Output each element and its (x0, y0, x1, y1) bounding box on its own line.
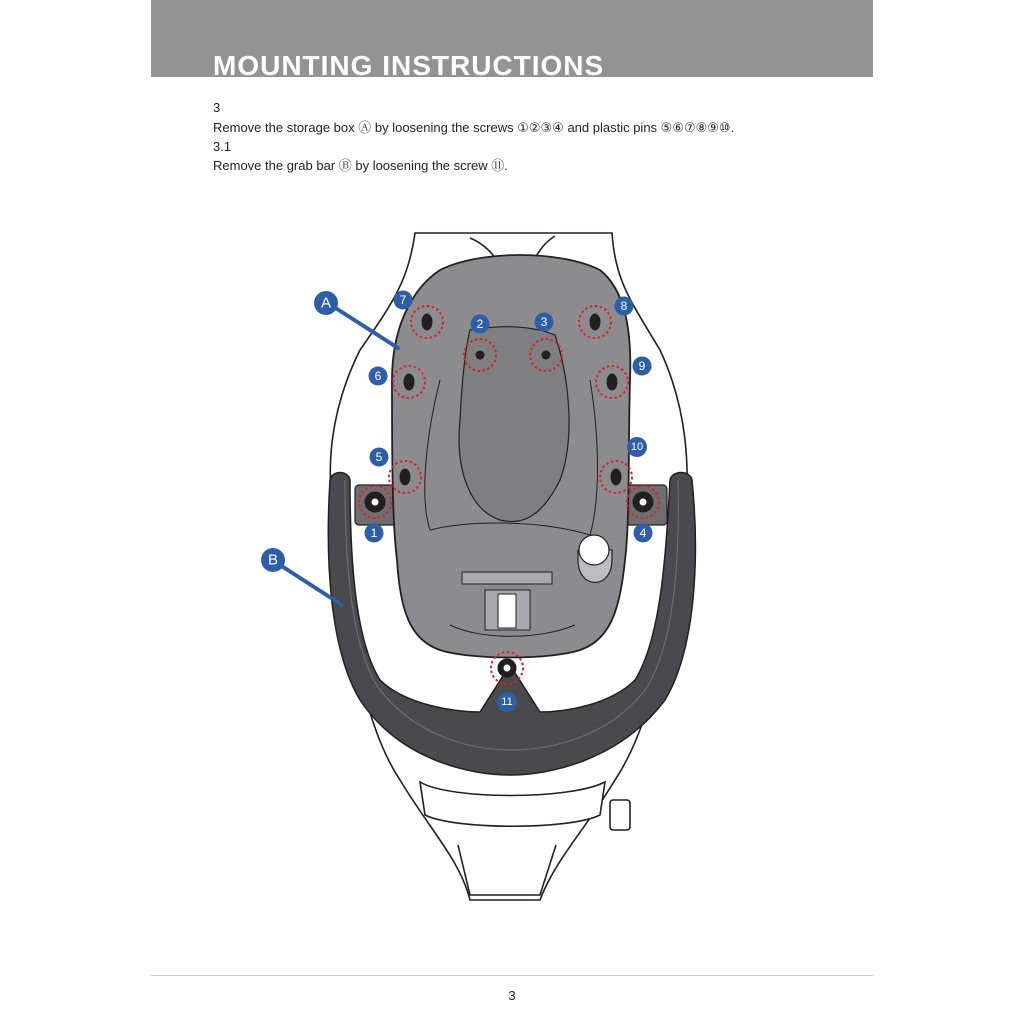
callout-3-text: 3 (540, 315, 548, 329)
mounting-diagram (200, 200, 860, 940)
step-number-3-1: 3.1 (213, 139, 232, 154)
part-label-b (261, 548, 285, 572)
callout-1-text: 1 (370, 526, 378, 540)
callout-7-text: 7 (399, 293, 407, 307)
callout-10 (627, 437, 647, 457)
callout-5-text: 5 (375, 450, 383, 464)
callout-8 (615, 297, 634, 316)
callout-9-text: 9 (638, 359, 646, 373)
callout-11 (497, 692, 517, 712)
instruction-text-3-1: Remove the grab bar Ⓑ by loosening the screw ⑪. (213, 158, 508, 173)
callout-5 (370, 448, 389, 467)
callout-8-text: 8 (620, 299, 628, 313)
header-band (151, 0, 873, 77)
callout-10-text: 10 (630, 441, 644, 453)
callout-2-text: 2 (476, 317, 484, 331)
callout-11-text: 11 (501, 696, 513, 708)
fuel-cap (578, 535, 612, 583)
part-label-a (314, 291, 338, 315)
callout-4 (634, 524, 653, 543)
instruction-text-3: Remove the storage box Ⓐ by loosening the screws ①②③④ and plastic pins ⑤⑥⑦⑧⑨⑩. (213, 120, 735, 135)
part-label-b-text: B (267, 551, 279, 569)
callout-3 (535, 313, 554, 332)
callout-2 (471, 315, 490, 334)
callout-9 (633, 357, 652, 376)
callout-6-text: 6 (374, 369, 382, 383)
page-number: 3 (508, 988, 516, 1003)
footer-rule (151, 975, 873, 976)
callout-4-text: 4 (639, 526, 647, 540)
callout-7 (394, 291, 413, 310)
part-label-a-text: A (320, 294, 332, 312)
step-number-3: 3 (213, 100, 221, 115)
callout-1 (365, 524, 384, 543)
page-title: MOUNTING INSTRUCTIONS (213, 50, 605, 77)
callout-6 (369, 367, 388, 386)
